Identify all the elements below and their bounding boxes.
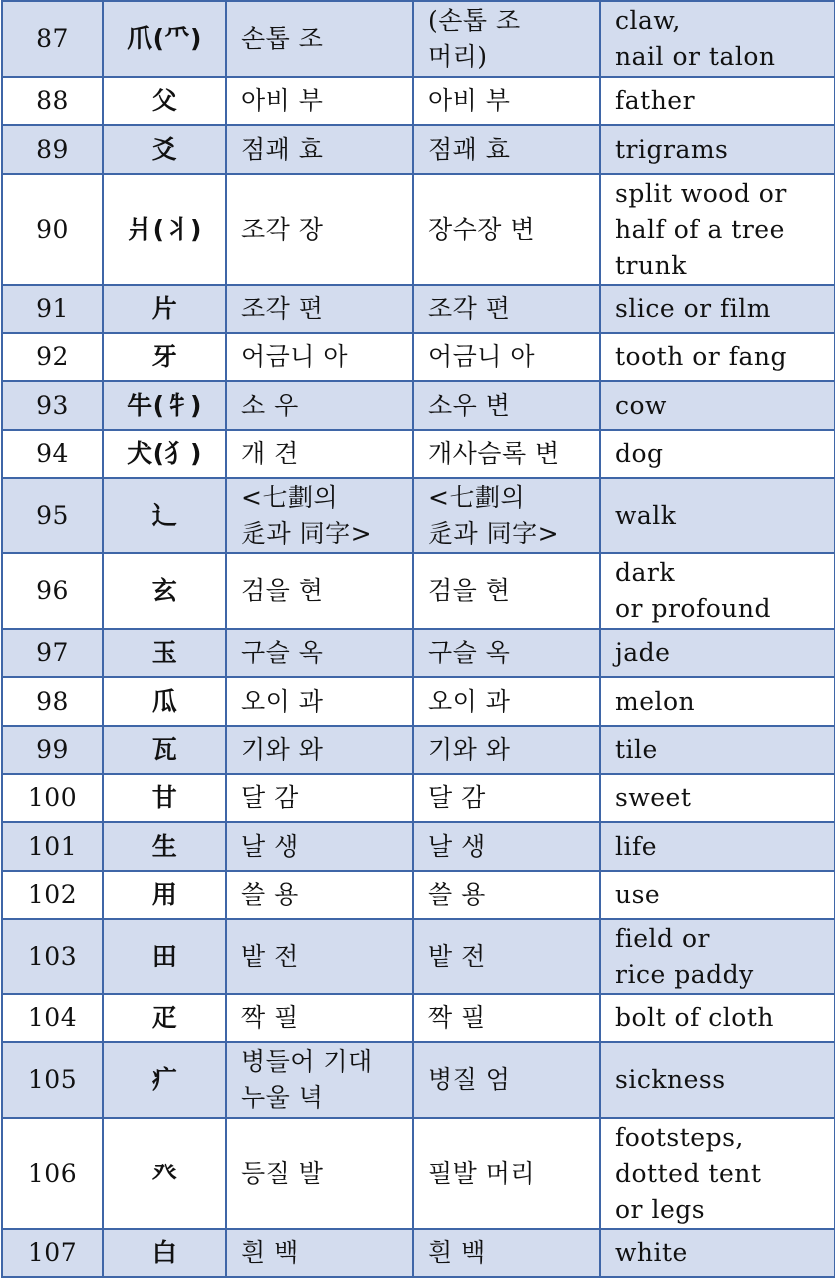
cell-korean-alt: [413, 333, 600, 381]
cell-radical: [103, 1042, 226, 1118]
cell-number-text: 94: [36, 439, 69, 468]
cell-english-meaning: [600, 174, 835, 285]
cell-korean-alt-text: 어금니 아: [428, 342, 536, 371]
cell-korean-name: [226, 174, 413, 285]
cell-english-meaning-text: tooth or fang: [615, 342, 787, 371]
cell-english-meaning: [600, 1042, 835, 1118]
cell-number: [2, 994, 103, 1042]
cell-english-meaning: [600, 726, 835, 774]
cell-number-text: 95: [36, 500, 69, 530]
cell-english-meaning-text: life: [615, 831, 658, 861]
cell-korean-alt: [413, 77, 600, 125]
cell-number: [2, 430, 103, 478]
cell-korean-alt: [413, 1042, 600, 1118]
cell-korean-name: [226, 285, 413, 333]
cell-korean-name: [226, 822, 413, 871]
table-row: [2, 125, 835, 174]
cell-number: [2, 478, 103, 553]
cell-number: [2, 77, 103, 125]
cell-radical: [103, 478, 226, 553]
cell-korean-alt-text: 기와 와: [428, 735, 511, 764]
cell-korean-name-text: 검을 현: [241, 576, 324, 605]
cell-korean-name: [226, 553, 413, 629]
cell-korean-alt: [413, 285, 600, 333]
cell-english-meaning-text: split wood or half of a tree trunk: [615, 178, 787, 280]
table-row: [2, 774, 835, 822]
cell-korean-alt-text: 쓸 용: [428, 880, 486, 909]
cell-korean-name-text: 어금니 아: [241, 342, 349, 371]
cell-number: [2, 381, 103, 430]
table-row: [2, 1118, 835, 1229]
cell-number: [2, 285, 103, 333]
cell-english-meaning-text: walk: [615, 500, 677, 530]
cell-korean-alt: [413, 125, 600, 174]
cell-korean-name-text: 소 우: [241, 390, 299, 420]
table-row: [2, 430, 835, 478]
cell-english-meaning-text: jade: [615, 638, 671, 667]
cell-number: [2, 1229, 103, 1277]
table-row: [2, 77, 835, 125]
cell-korean-alt-text: 흰 백: [428, 1238, 486, 1267]
cell-korean-alt: [413, 381, 600, 430]
cell-english-meaning-text: father: [615, 86, 696, 115]
cell-number-text: 104: [27, 1003, 78, 1032]
table-row: [2, 1, 835, 77]
cell-number-text: 107: [27, 1238, 78, 1267]
cell-number: [2, 677, 103, 726]
cell-english-meaning: [600, 994, 835, 1042]
cell-korean-alt-text: 병질 엄: [428, 1065, 511, 1094]
cell-english-meaning: [600, 125, 835, 174]
table-row: [2, 333, 835, 381]
cell-radical-text: 犬(犭): [127, 439, 202, 468]
cell-radical: [103, 1118, 226, 1229]
cell-english-meaning-text: sweet: [615, 783, 692, 812]
cell-korean-alt-text: (손톱 조 머리): [428, 6, 521, 71]
cell-radical: [103, 994, 226, 1042]
cell-english-meaning: [600, 774, 835, 822]
cell-korean-name-text: 개 견: [241, 439, 299, 468]
cell-korean-name: [226, 629, 413, 677]
table-row: [2, 994, 835, 1042]
cell-korean-name: [226, 1, 413, 77]
cell-english-meaning: [600, 553, 835, 629]
cell-korean-name-text: 기와 와: [241, 735, 324, 764]
cell-korean-alt-text: 조각 편: [428, 294, 511, 323]
cell-radical-text: 片: [151, 294, 178, 323]
table-row: [2, 174, 835, 285]
cell-english-meaning-text: trigrams: [615, 134, 729, 164]
cell-radical-text: 爿(丬): [127, 214, 202, 244]
cell-korean-name-text: <七劃의 辵과 同字>: [241, 482, 373, 548]
cell-radical: [103, 553, 226, 629]
cell-korean-alt: [413, 1118, 600, 1229]
cell-english-meaning: [600, 677, 835, 726]
cell-english-meaning: [600, 430, 835, 478]
cell-korean-name: [226, 994, 413, 1042]
cell-number-text: 91: [36, 294, 69, 323]
cell-number: [2, 125, 103, 174]
cell-korean-alt: [413, 1229, 600, 1277]
cell-english-meaning: [600, 1118, 835, 1229]
cell-number: [2, 333, 103, 381]
cell-english-meaning: [600, 871, 835, 919]
cell-english-meaning-text: dog: [615, 439, 664, 468]
cell-korean-alt-text: 검을 현: [428, 576, 511, 605]
cell-number-text: 103: [27, 941, 78, 971]
cell-number-text: 92: [36, 342, 69, 371]
cell-korean-name: [226, 726, 413, 774]
cell-radical-text: 牛(牜): [127, 390, 202, 420]
cell-radical-text: 生: [151, 831, 178, 861]
cell-english-meaning: [600, 1, 835, 77]
cell-korean-name: [226, 919, 413, 994]
cell-number: [2, 553, 103, 629]
cell-number-text: 100: [27, 783, 78, 812]
cell-radical: [103, 871, 226, 919]
cell-korean-alt-text: 달 감: [428, 783, 486, 812]
table-row: [2, 871, 835, 919]
cell-number-text: 93: [36, 390, 69, 420]
cell-korean-alt: [413, 1, 600, 77]
radical-table-body: [2, 1, 835, 1277]
cell-english-meaning: [600, 629, 835, 677]
cell-radical-text: 辶: [151, 500, 178, 530]
cell-number: [2, 919, 103, 994]
cell-korean-alt-text: 짝 필: [428, 1003, 486, 1032]
cell-number: [2, 1042, 103, 1118]
cell-english-meaning-text: footsteps, dotted tent or legs: [615, 1122, 762, 1224]
cell-korean-name: [226, 1042, 413, 1118]
cell-number-text: 97: [36, 638, 69, 667]
cell-radical: [103, 774, 226, 822]
cell-korean-name-text: 아비 부: [241, 86, 324, 115]
cell-korean-alt-text: 개사슴록 변: [428, 439, 560, 468]
cell-english-meaning-text: dark or profound: [615, 558, 771, 623]
cell-korean-name: [226, 125, 413, 174]
cell-radical: [103, 677, 226, 726]
table-row: [2, 1042, 835, 1118]
table-row: [2, 919, 835, 994]
table-row: [2, 677, 835, 726]
cell-korean-alt: [413, 822, 600, 871]
cell-korean-alt: [413, 871, 600, 919]
cell-radical: [103, 1229, 226, 1277]
table-row: [2, 822, 835, 871]
cell-radical-text: 甘: [151, 783, 178, 812]
cell-english-meaning-text: white: [615, 1238, 688, 1267]
cell-radical: [103, 919, 226, 994]
cell-english-meaning: [600, 285, 835, 333]
cell-korean-name: [226, 871, 413, 919]
table-row: [2, 629, 835, 677]
cell-english-meaning-text: field or rice paddy: [615, 923, 754, 989]
cell-korean-name: [226, 77, 413, 125]
cell-korean-alt-text: 필발 머리: [428, 1158, 536, 1188]
cell-radical: [103, 285, 226, 333]
cell-radical-text: 牙: [151, 342, 178, 371]
cell-korean-name-text: 흰 백: [241, 1238, 299, 1267]
cell-korean-name-text: 날 생: [241, 831, 299, 861]
cell-korean-alt-text: 밭 전: [428, 941, 486, 971]
cell-korean-name-text: 오이 과: [241, 686, 324, 716]
cell-number-text: 98: [36, 686, 69, 716]
cell-number-text: 105: [27, 1065, 78, 1094]
cell-korean-name-text: 조각 장: [241, 214, 324, 244]
cell-korean-alt-text: 구슬 옥: [428, 638, 511, 667]
cell-english-meaning-text: melon: [615, 686, 696, 716]
table-row: [2, 1229, 835, 1277]
cell-korean-alt-text: 소우 변: [428, 390, 511, 420]
cell-number-text: 89: [36, 134, 69, 164]
cell-english-meaning: [600, 333, 835, 381]
cell-number-text: 106: [27, 1158, 78, 1188]
cell-korean-alt-text: 아비 부: [428, 86, 511, 115]
cell-number-text: 99: [36, 735, 69, 764]
cell-number: [2, 1118, 103, 1229]
table-row: [2, 726, 835, 774]
cell-korean-name: [226, 1118, 413, 1229]
cell-english-meaning-text: use: [615, 880, 661, 909]
table-row: [2, 381, 835, 430]
cell-english-meaning-text: sickness: [615, 1065, 726, 1094]
cell-radical-text: 爻: [151, 134, 178, 164]
cell-korean-name: [226, 774, 413, 822]
cell-number-text: 96: [36, 576, 69, 605]
cell-korean-alt: [413, 774, 600, 822]
cell-number-text: 88: [36, 86, 69, 115]
cell-korean-alt-text: 점괘 효: [428, 134, 511, 164]
cell-radical: [103, 333, 226, 381]
cell-radical: [103, 1, 226, 77]
cell-korean-alt: [413, 478, 600, 553]
cell-radical-text: 癶: [151, 1158, 178, 1188]
cell-korean-name-text: 구슬 옥: [241, 638, 324, 667]
cell-korean-alt-text: 장수장 변: [428, 214, 536, 244]
cell-korean-alt-text: <七劃의 辵과 同字>: [428, 482, 560, 548]
cell-korean-name: [226, 1229, 413, 1277]
cell-korean-name-text: 손톱 조: [241, 24, 324, 53]
radical-table: [1, 0, 835, 1278]
cell-number-text: 87: [36, 24, 69, 53]
cell-korean-alt: [413, 553, 600, 629]
cell-radical-text: 用: [151, 880, 178, 909]
cell-english-meaning: [600, 822, 835, 871]
cell-radical-text: 疒: [151, 1065, 178, 1094]
cell-korean-name-text: 짝 필: [241, 1003, 299, 1032]
cell-radical: [103, 822, 226, 871]
cell-radical: [103, 629, 226, 677]
cell-radical: [103, 726, 226, 774]
cell-english-meaning: [600, 478, 835, 553]
cell-english-meaning-text: tile: [615, 735, 658, 764]
cell-korean-name-text: 달 감: [241, 783, 299, 812]
table-row: [2, 553, 835, 629]
cell-korean-name: [226, 430, 413, 478]
cell-radical-text: 瓜: [151, 686, 178, 716]
cell-radical-text: 玄: [151, 576, 178, 605]
cell-korean-alt: [413, 919, 600, 994]
cell-korean-alt: [413, 430, 600, 478]
cell-radical: [103, 381, 226, 430]
cell-number: [2, 774, 103, 822]
cell-number-text: 102: [27, 880, 78, 909]
cell-radical: [103, 77, 226, 125]
cell-english-meaning-text: slice or film: [615, 294, 771, 323]
cell-english-meaning: [600, 1229, 835, 1277]
cell-korean-alt: [413, 994, 600, 1042]
cell-radical-text: 白: [151, 1238, 178, 1267]
cell-korean-name: [226, 381, 413, 430]
table-row: [2, 285, 835, 333]
cell-english-meaning-text: cow: [615, 390, 667, 420]
cell-number: [2, 1, 103, 77]
cell-korean-alt: [413, 677, 600, 726]
cell-english-meaning-text: claw, nail or talon: [615, 6, 776, 71]
cell-number: [2, 871, 103, 919]
cell-korean-name: [226, 333, 413, 381]
cell-korean-name-text: 병들어 기대 누울 녁: [241, 1047, 373, 1112]
cell-number: [2, 629, 103, 677]
cell-radical: [103, 174, 226, 285]
table-row: [2, 478, 835, 553]
cell-english-meaning: [600, 919, 835, 994]
cell-korean-alt: [413, 726, 600, 774]
cell-radical-text: 田: [151, 941, 178, 971]
cell-korean-name-text: 밭 전: [241, 941, 299, 971]
cell-korean-alt-text: 오이 과: [428, 686, 511, 716]
cell-number: [2, 822, 103, 871]
cell-number: [2, 726, 103, 774]
cell-radical-text: 瓦: [151, 735, 178, 764]
cell-radical-text: 疋: [151, 1003, 178, 1032]
cell-radical: [103, 125, 226, 174]
cell-radical: [103, 430, 226, 478]
cell-korean-name-text: 등질 발: [241, 1158, 324, 1188]
cell-number-text: 90: [36, 214, 69, 244]
cell-korean-name: [226, 677, 413, 726]
cell-radical-text: 父: [151, 86, 178, 115]
cell-korean-alt: [413, 629, 600, 677]
cell-korean-name-text: 쓸 용: [241, 880, 299, 909]
cell-english-meaning: [600, 381, 835, 430]
cell-korean-name: [226, 478, 413, 553]
cell-korean-alt: [413, 174, 600, 285]
cell-number: [2, 174, 103, 285]
cell-english-meaning-text: bolt of cloth: [615, 1003, 774, 1032]
cell-number-text: 101: [27, 831, 78, 861]
cell-korean-name-text: 조각 편: [241, 294, 324, 323]
cell-korean-name-text: 점괘 효: [241, 134, 324, 164]
cell-radical-text: 爪(⺥): [127, 24, 202, 53]
cell-english-meaning: [600, 77, 835, 125]
cell-radical-text: 玉: [151, 638, 178, 667]
cell-korean-alt-text: 날 생: [428, 831, 486, 861]
